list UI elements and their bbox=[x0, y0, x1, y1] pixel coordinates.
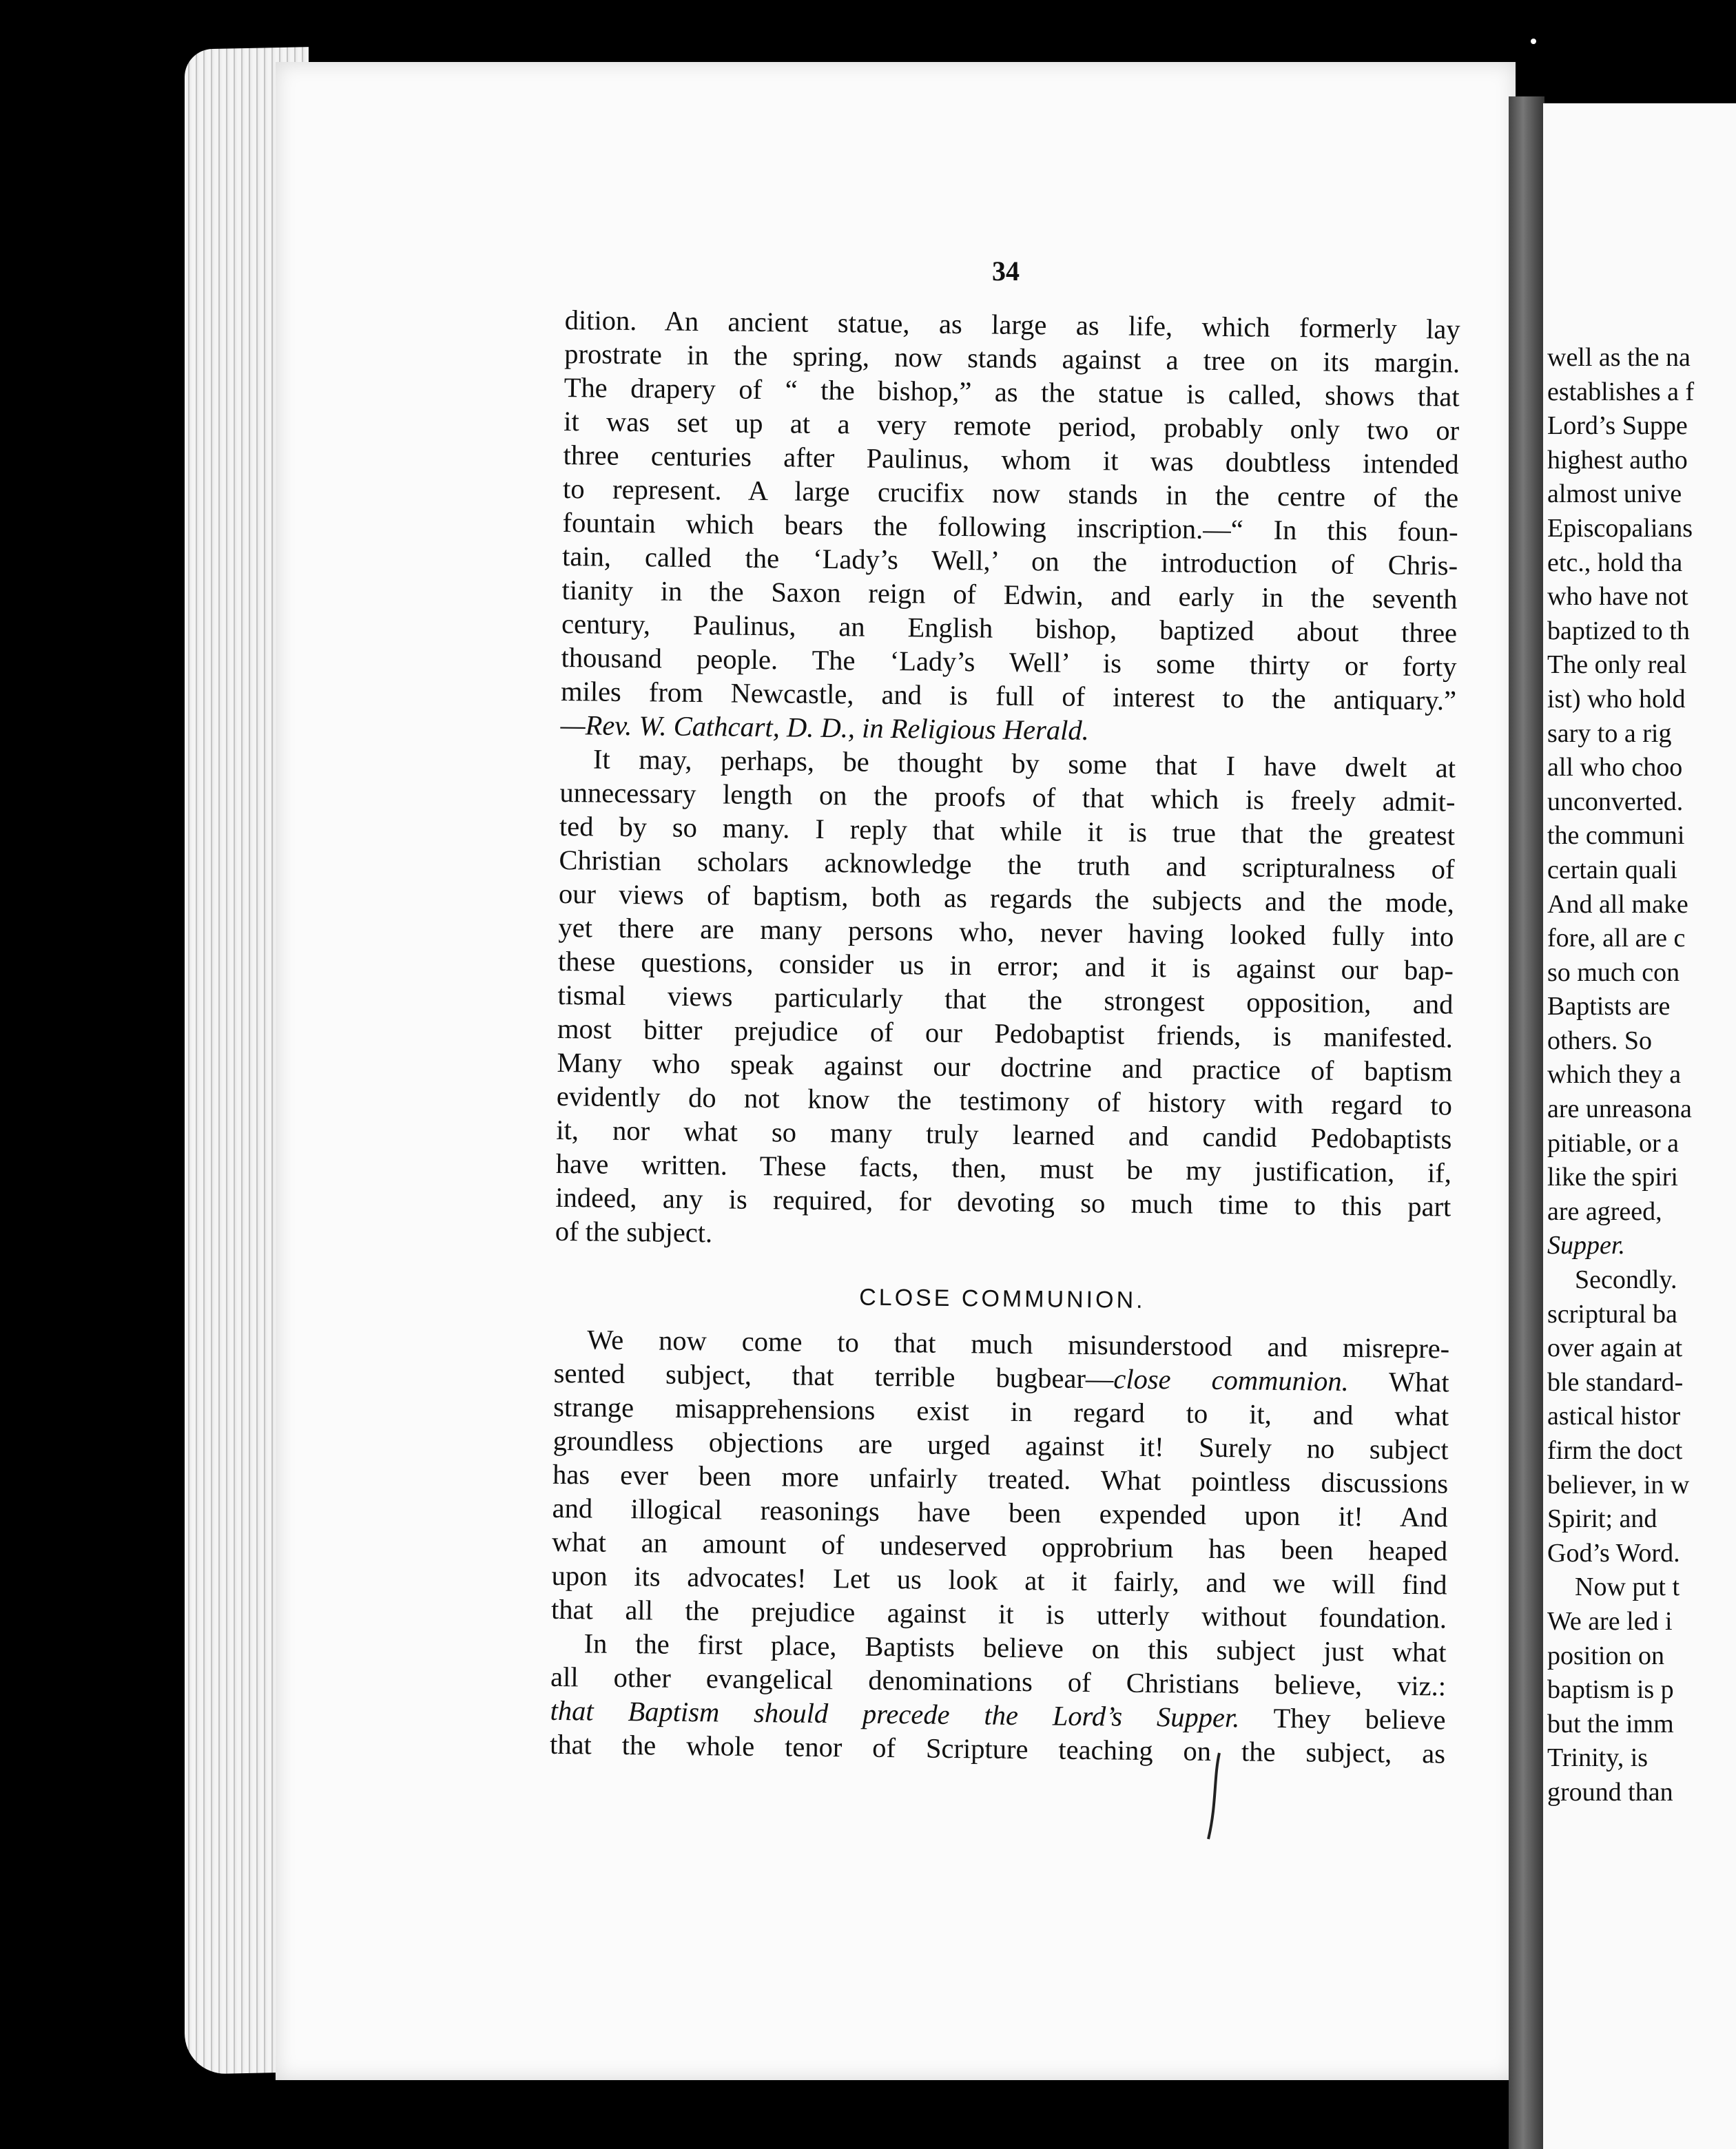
right-line: baptism is p bbox=[1547, 1675, 1674, 1705]
right-line: certain quali bbox=[1547, 855, 1677, 884]
text-line: tain, called the ‘Lady’s Well,’ on the introduction of Chris- bbox=[561, 540, 1458, 581]
right-line: are agreed, bbox=[1547, 1196, 1662, 1226]
right-line: which they a bbox=[1547, 1060, 1682, 1090]
citation: —Rev. W. Cathcart, D. D., in Religious Herald. bbox=[560, 709, 1089, 746]
text-line: three centuries after Paulinus, whom it was doubtless intended bbox=[563, 439, 1459, 480]
text-line: unnecessary length on the proofs of that which is freely admit- bbox=[559, 776, 1456, 818]
text-line: Christian scholars acknowledge the truth and scripturalness of bbox=[559, 844, 1455, 885]
text-line: it, nor what so many truly learned and candid Pedobaptists bbox=[556, 1114, 1452, 1155]
left-page-text bbox=[550, 303, 1460, 1770]
text-line: and illogical reasonings have been expended upon it! And bbox=[552, 1492, 1448, 1533]
emphasis-run: close communion. bbox=[1113, 1363, 1349, 1397]
text-line: tismal views particularly that the strongest opposition, and bbox=[557, 979, 1454, 1020]
text-line: of the subject. bbox=[555, 1215, 713, 1249]
right-line: ist) who hold bbox=[1547, 684, 1686, 714]
text-line: it was set up at a very remote period, probably only two or bbox=[563, 405, 1460, 446]
text-line: Many who speak against our doctrine and practice of baptism bbox=[557, 1046, 1453, 1088]
text-line: these questions, consider us in error; and it is against our bap- bbox=[557, 945, 1454, 986]
text-line: have written. These facts, then, must be my justification, if, bbox=[555, 1148, 1452, 1189]
text-line: tianity in the Saxon reign of Edwin, and early in the seventh bbox=[561, 574, 1458, 615]
right-line: but the imm bbox=[1547, 1709, 1674, 1738]
text-line: that all the prejudice against it is utterly without foundation. bbox=[550, 1593, 1447, 1634]
text-line: evidently do not know the testimony of history with regard to bbox=[556, 1080, 1453, 1121]
text-run: What bbox=[1348, 1366, 1449, 1398]
text-line: upon its advocates! Let us look at it fairly, and we will find bbox=[551, 1559, 1447, 1601]
right-line: over again at bbox=[1547, 1333, 1683, 1363]
text-line: thousand people. The ‘Lady’s Well’ is some thirty or forty bbox=[561, 641, 1457, 683]
right-line: almost unive bbox=[1547, 479, 1682, 509]
text-run: They believe bbox=[1239, 1702, 1446, 1736]
right-line: Now put t bbox=[1575, 1572, 1680, 1602]
text-line: The drapery of “ the bishop,” as the statue is called, shows that bbox=[564, 371, 1460, 413]
text-line: yet there are many persons who, never having looked fully into bbox=[558, 911, 1454, 953]
right-line: Supper. bbox=[1547, 1231, 1625, 1260]
right-line: baptized to th bbox=[1547, 616, 1690, 645]
right-line: firm the doct bbox=[1547, 1436, 1683, 1465]
right-line: Lord’s Suppe bbox=[1547, 411, 1688, 441]
right-line: establishes a f bbox=[1547, 377, 1695, 406]
text-line: to represent. A large crucifix now stands in the centre of the bbox=[562, 473, 1459, 514]
right-line: And all make bbox=[1547, 889, 1688, 919]
right-line: like the spiri bbox=[1547, 1163, 1678, 1192]
right-line: unconverted. bbox=[1547, 787, 1684, 816]
text-line: indeed, any is required, for devoting so much time to this part bbox=[555, 1181, 1451, 1223]
right-line: highest autho bbox=[1547, 445, 1688, 475]
section-heading: CLOSE COMMUNION. bbox=[859, 1284, 1146, 1314]
right-line: pitiable, or a bbox=[1547, 1128, 1679, 1158]
right-line: Baptists are bbox=[1547, 992, 1671, 1021]
text-line: It may, perhaps, be thought by some that I have dwelt at bbox=[592, 743, 1456, 784]
right-line: ble standard- bbox=[1547, 1367, 1684, 1397]
right-line: scriptural ba bbox=[1547, 1299, 1677, 1329]
text-line: all other evangelical denominations of Christians believe, viz.: bbox=[550, 1661, 1447, 1702]
right-line: well as the na bbox=[1547, 343, 1691, 372]
text-line: groundless objections are urged against it! Surely no subject bbox=[552, 1424, 1449, 1466]
right-line: who have not bbox=[1547, 582, 1688, 612]
right-page bbox=[1543, 103, 1736, 2149]
right-line: position on bbox=[1547, 1641, 1664, 1670]
right-line: others. So bbox=[1547, 1026, 1652, 1055]
right-line: etc., hold tha bbox=[1547, 548, 1683, 577]
text-line: most bitter prejudice of our Pedobaptist friends, is manifested. bbox=[557, 1013, 1454, 1054]
text-line: dition. An ancient statue, as large as life, which formerly lay bbox=[564, 304, 1460, 345]
text-line: strange misapprehensions exist in regard to it, and what bbox=[552, 1391, 1449, 1432]
right-line: ground than bbox=[1547, 1777, 1673, 1807]
right-line: We are led i bbox=[1547, 1606, 1673, 1636]
emphasis-run: that Baptism should precede the Lord’s Supper. bbox=[550, 1694, 1240, 1734]
right-line: Trinity, is bbox=[1547, 1743, 1649, 1773]
text-line: fountain which bears the following inscription.—“ In this foun- bbox=[562, 506, 1458, 548]
text-line: has ever been more unfairly treated. What pointless discussions bbox=[552, 1458, 1449, 1499]
right-line: so much con bbox=[1547, 957, 1680, 987]
right-line: Spirit; and bbox=[1547, 1504, 1657, 1534]
right-line: the communi bbox=[1547, 821, 1685, 851]
page-number: 34 bbox=[992, 256, 1020, 287]
text-line: miles from Newcastle, and is full of interest to the antiquary.” bbox=[560, 675, 1457, 716]
text-line: In the first place, Baptists believe on this subject just what bbox=[583, 1628, 1447, 1668]
book-gutter bbox=[1509, 96, 1544, 2149]
right-line: believer, in w bbox=[1547, 1470, 1690, 1499]
right-line: Episcopalians bbox=[1547, 513, 1693, 543]
right-line: astical histor bbox=[1547, 1402, 1681, 1431]
right-line: Secondly. bbox=[1575, 1265, 1677, 1295]
right-line: fore, all are c bbox=[1547, 924, 1686, 953]
right-page-text bbox=[1543, 341, 1736, 1810]
text-run: sented subject, that terrible bugbear— bbox=[553, 1357, 1114, 1395]
right-line: are unreasona bbox=[1547, 1094, 1692, 1124]
text-line: what an amount of undeserved opprobrium has been heaped bbox=[551, 1526, 1448, 1567]
text-line: prostrate in the spring, now stands against a tree on its margin. bbox=[564, 338, 1460, 379]
right-line: The only real bbox=[1547, 650, 1687, 680]
text-line: our views of baptism, both as regards the subjects and the mode, bbox=[558, 878, 1455, 919]
right-line: all who choo bbox=[1547, 753, 1683, 782]
ink-mark bbox=[1199, 1750, 1233, 1846]
right-line: God’s Word. bbox=[1547, 1538, 1680, 1568]
text-line: that the whole tenor of Scripture teaching on the subject, as bbox=[549, 1728, 1446, 1769]
right-line: sary to a rig bbox=[1547, 718, 1672, 748]
text-line: century, Paulinus, an English bishop, baptized about three bbox=[561, 608, 1458, 649]
text-line: We now come to that much misunderstood and misrepre- bbox=[587, 1324, 1450, 1364]
scan-speck bbox=[1531, 39, 1536, 44]
text-line: ted by so many. I reply that while it is true that the greatest bbox=[559, 810, 1456, 851]
